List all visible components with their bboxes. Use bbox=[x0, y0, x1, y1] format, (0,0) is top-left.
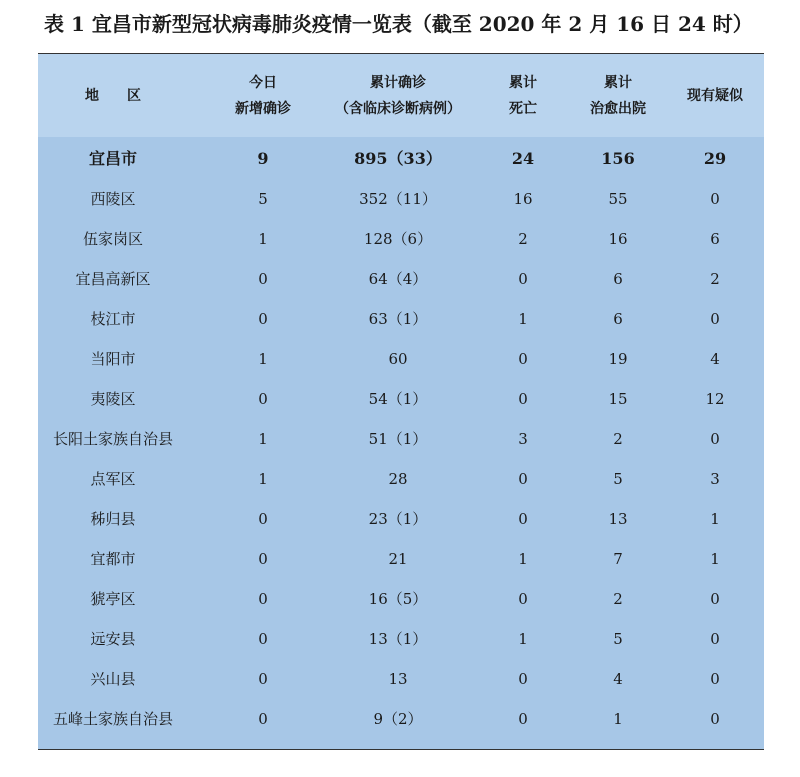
cell-cumulative: 28 bbox=[388, 470, 408, 488]
cell-cured: 5 bbox=[613, 470, 623, 488]
cell-cured: 55 bbox=[608, 190, 628, 208]
header-region bbox=[38, 54, 188, 137]
cell-suspected: 2 bbox=[710, 270, 720, 288]
table-row bbox=[38, 459, 764, 499]
header-cum-line1: 累计确诊 bbox=[370, 74, 426, 91]
cell-region: 秭归县 bbox=[90, 510, 136, 528]
cell-cumulative: 13（1） bbox=[368, 630, 428, 648]
cell-suspected: 29 bbox=[703, 149, 727, 168]
header-cumulative-confirmed bbox=[328, 54, 468, 137]
cell-deaths: 0 bbox=[518, 270, 528, 288]
cell-cumulative: 51（1） bbox=[368, 430, 428, 448]
cell-region: 西陵区 bbox=[90, 190, 136, 208]
cell-new: 9 bbox=[257, 149, 269, 168]
header-new-line2: 新增确诊 bbox=[235, 100, 291, 117]
cell-cured: 4 bbox=[613, 670, 623, 688]
table-row-total bbox=[38, 139, 764, 179]
cell-cured: 6 bbox=[613, 270, 623, 288]
cell-region: 猇亭区 bbox=[90, 590, 136, 608]
cell-suspected: 0 bbox=[710, 670, 720, 688]
cell-deaths: 0 bbox=[518, 390, 528, 408]
header-cumulative-cured bbox=[573, 54, 663, 137]
cell-deaths: 2 bbox=[518, 230, 528, 248]
cell-deaths: 1 bbox=[518, 310, 528, 328]
table-row bbox=[38, 179, 764, 219]
cell-cured: 5 bbox=[613, 630, 623, 648]
cell-region: 点军区 bbox=[90, 470, 136, 488]
cell-region: 当阳市 bbox=[90, 350, 136, 368]
cell-suspected: 6 bbox=[710, 230, 720, 248]
cell-region: 宜都市 bbox=[90, 550, 136, 568]
table-row bbox=[38, 499, 764, 539]
header-new-confirmed bbox=[213, 54, 313, 137]
cell-cumulative: 9（2） bbox=[373, 710, 423, 728]
cell-region: 五峰土家族自治县 bbox=[52, 710, 173, 728]
header-death-line2: 死亡 bbox=[509, 100, 537, 117]
cell-region: 夷陵区 bbox=[90, 390, 136, 408]
cell-region: 枝江市 bbox=[90, 310, 136, 328]
cell-cumulative: 13 bbox=[388, 670, 408, 688]
cell-new: 1 bbox=[258, 230, 268, 248]
table-row bbox=[38, 699, 764, 739]
cell-new: 0 bbox=[258, 710, 268, 728]
cell-cumulative: 54（1） bbox=[368, 390, 428, 408]
cell-deaths: 1 bbox=[518, 630, 528, 648]
cell-suspected: 0 bbox=[710, 710, 720, 728]
cell-deaths: 0 bbox=[518, 710, 528, 728]
cell-cured: 1 bbox=[613, 710, 623, 728]
cell-region: 兴山县 bbox=[90, 670, 136, 688]
cell-cured: 7 bbox=[613, 550, 623, 568]
header-suspected bbox=[668, 54, 762, 137]
cell-deaths: 24 bbox=[511, 149, 535, 168]
cell-deaths: 0 bbox=[518, 510, 528, 528]
cell-cured: 13 bbox=[608, 510, 628, 528]
header-death-line1: 累计 bbox=[509, 74, 537, 91]
table-row bbox=[38, 299, 764, 339]
cell-suspected: 1 bbox=[710, 510, 720, 528]
cell-new: 1 bbox=[258, 430, 268, 448]
cell-suspected: 3 bbox=[710, 470, 720, 488]
cell-region: 远安县 bbox=[90, 630, 136, 648]
cell-deaths: 0 bbox=[518, 350, 528, 368]
cell-deaths: 0 bbox=[518, 470, 528, 488]
table-row bbox=[38, 219, 764, 259]
cell-suspected: 0 bbox=[710, 430, 720, 448]
cell-deaths: 3 bbox=[518, 430, 528, 448]
cell-cumulative: 60 bbox=[388, 350, 408, 368]
header-new-line1: 今日 bbox=[249, 74, 277, 91]
cell-new: 0 bbox=[258, 670, 268, 688]
cell-suspected: 0 bbox=[710, 630, 720, 648]
header-cum-line2: （含临床诊断病例） bbox=[335, 100, 461, 117]
cell-cured: 156 bbox=[601, 149, 635, 168]
header-cured-line2: 治愈出院 bbox=[590, 100, 646, 117]
header-suspect-label: 现有疑似 bbox=[687, 87, 743, 104]
cell-new: 0 bbox=[258, 550, 268, 568]
cell-new: 0 bbox=[258, 310, 268, 328]
cell-suspected: 0 bbox=[710, 310, 720, 328]
cell-new: 1 bbox=[258, 350, 268, 368]
cell-new: 0 bbox=[258, 270, 268, 288]
table-row bbox=[38, 539, 764, 579]
cell-deaths: 0 bbox=[518, 670, 528, 688]
cell-cured: 2 bbox=[613, 590, 623, 608]
cell-new: 0 bbox=[258, 630, 268, 648]
cell-cured: 19 bbox=[608, 350, 628, 368]
table-row bbox=[38, 619, 764, 659]
cell-deaths: 0 bbox=[518, 590, 528, 608]
cell-new: 0 bbox=[258, 510, 268, 528]
cell-region: 长阳土家族自治县 bbox=[52, 430, 173, 448]
cell-new: 5 bbox=[258, 190, 268, 208]
cell-cumulative: 64（4） bbox=[368, 270, 428, 288]
statistics-table bbox=[38, 53, 764, 750]
cell-cumulative: 63（1） bbox=[368, 310, 428, 328]
cell-cured: 2 bbox=[613, 430, 623, 448]
cell-region: 宜昌市 bbox=[88, 149, 137, 168]
cell-cumulative: 128（6） bbox=[363, 230, 433, 248]
cell-cumulative: 21 bbox=[388, 550, 408, 568]
header-cured-line1: 累计 bbox=[604, 74, 632, 91]
header-cumulative-deaths bbox=[478, 54, 568, 137]
cell-cumulative: 352（11） bbox=[359, 190, 437, 208]
cell-cured: 16 bbox=[608, 230, 628, 248]
table-title: 表 1 宜昌市新型冠状病毒肺炎疫情一览表（截至 2020 年 2 月 16 日 24 时） bbox=[44, 12, 753, 36]
cell-cumulative: 16（5） bbox=[368, 590, 428, 608]
cell-cumulative: 895（33） bbox=[354, 149, 442, 168]
cell-region: 伍家岗区 bbox=[82, 230, 143, 248]
table-row bbox=[38, 579, 764, 619]
header-region-label: 地 区 bbox=[85, 87, 141, 104]
cell-new: 1 bbox=[258, 470, 268, 488]
cell-deaths: 1 bbox=[518, 550, 528, 568]
cell-deaths: 16 bbox=[513, 190, 533, 208]
cell-suspected: 0 bbox=[710, 190, 720, 208]
cell-cured: 15 bbox=[608, 390, 628, 408]
cell-suspected: 12 bbox=[705, 390, 725, 408]
table-row bbox=[38, 339, 764, 379]
table-row bbox=[38, 419, 764, 459]
cell-suspected: 0 bbox=[710, 590, 720, 608]
table-header bbox=[38, 54, 764, 137]
table-row bbox=[38, 659, 764, 699]
table-row bbox=[38, 259, 764, 299]
cell-cumulative: 23（1） bbox=[368, 510, 428, 528]
cell-new: 0 bbox=[258, 590, 268, 608]
cell-new: 0 bbox=[258, 390, 268, 408]
table-row bbox=[38, 379, 764, 419]
cell-region: 宜昌高新区 bbox=[75, 270, 151, 288]
cell-suspected: 4 bbox=[710, 350, 720, 368]
cell-suspected: 1 bbox=[710, 550, 720, 568]
cell-cured: 6 bbox=[613, 310, 623, 328]
